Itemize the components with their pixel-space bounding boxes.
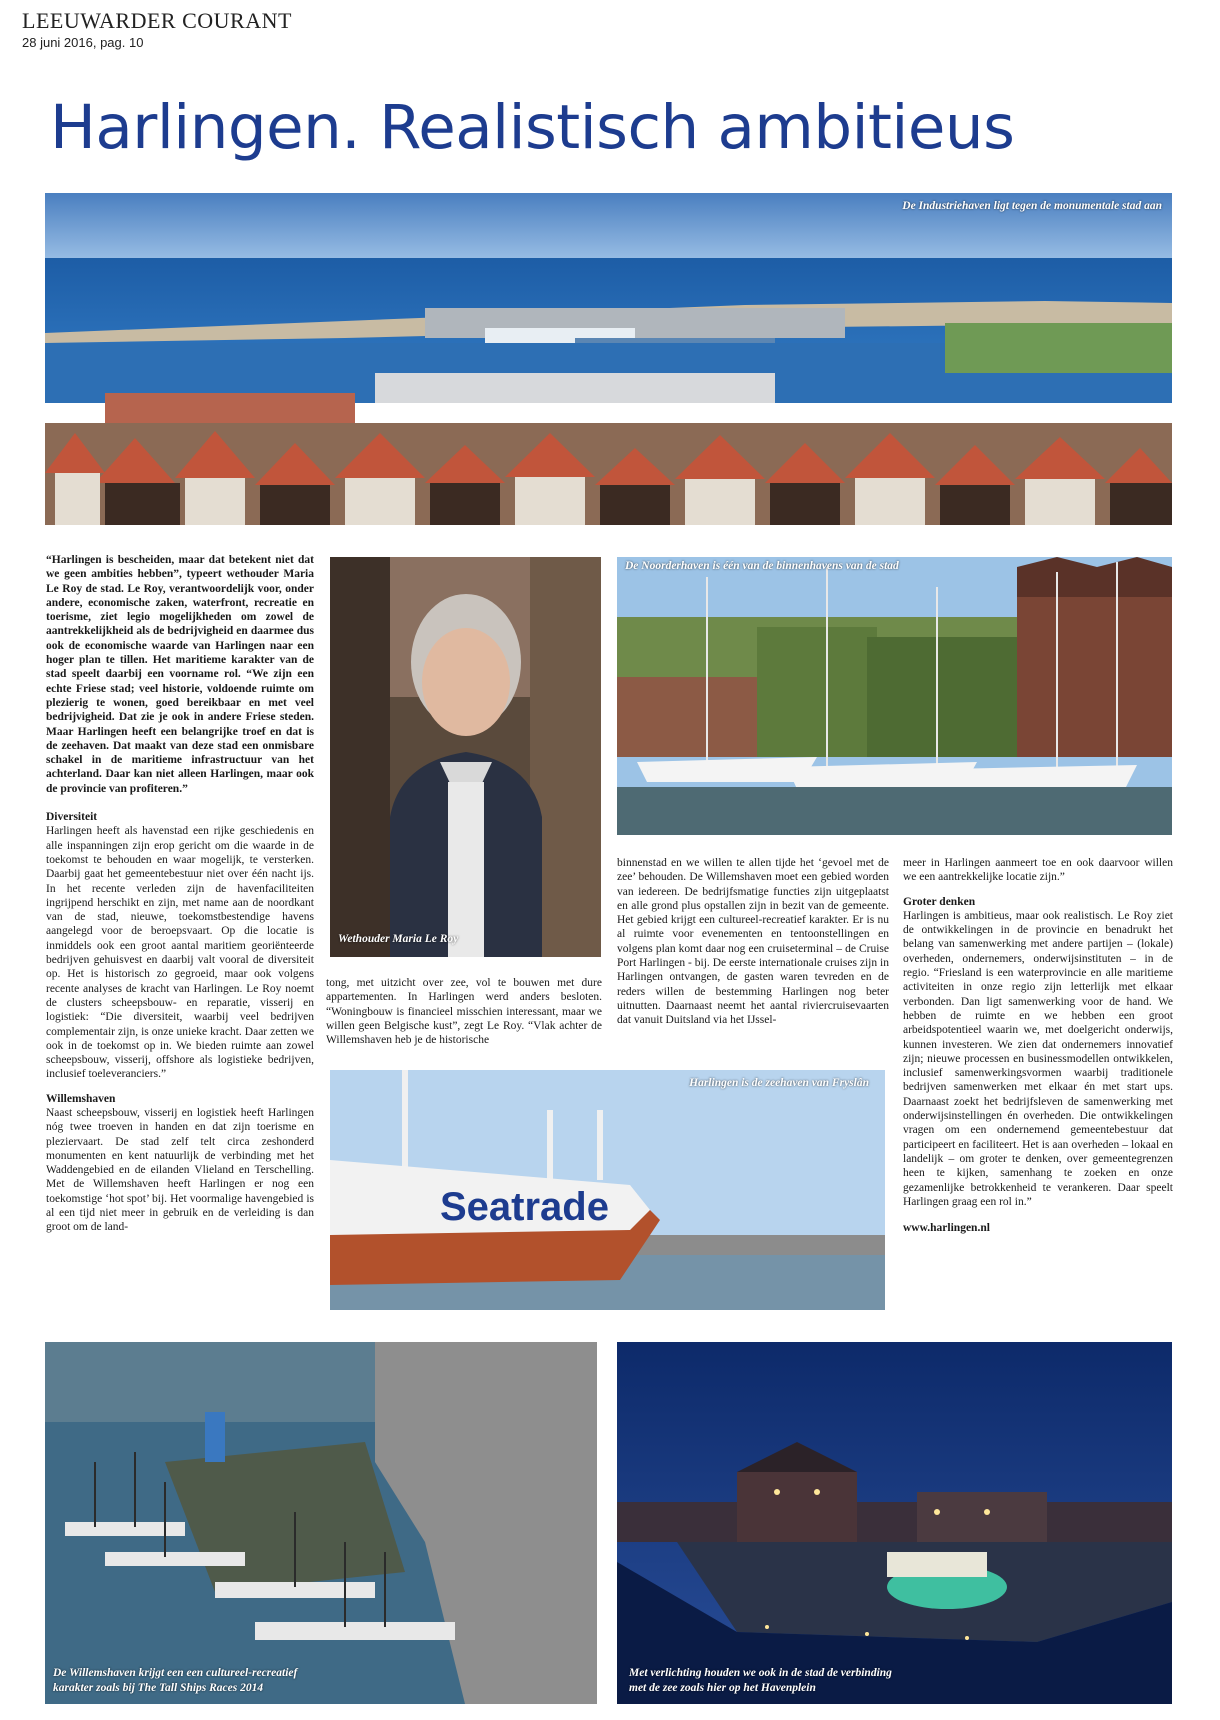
noorderhaven-image bbox=[617, 557, 1172, 835]
paragraph-rivercruise: meer in Harlingen aanmeert toe en ook daarvoor willen we een aantrekkelijke locatie zijn.” bbox=[903, 857, 1173, 884]
subhead-willemshaven: Willemshaven bbox=[46, 1092, 116, 1105]
caption-willemshaven-line-2: karakter zoals bij The Tall Ships Races 2014 bbox=[53, 1682, 264, 1694]
caption-havenplein-line-1: Met verlichting houden we ook in de stad de verbinding bbox=[629, 1667, 892, 1679]
ship-image bbox=[330, 1070, 885, 1310]
photo-willemshaven bbox=[45, 1342, 597, 1704]
caption-wethouder: Wethouder Maria Le Roy bbox=[338, 933, 459, 945]
tall-ships-image bbox=[45, 1342, 597, 1704]
article-column-2 bbox=[326, 976, 602, 1047]
subhead-groter-denken: Groter denken bbox=[903, 895, 976, 908]
article-column-1 bbox=[46, 553, 314, 1235]
subhead-diversiteit: Diversiteit bbox=[46, 811, 98, 824]
paragraph-willemshaven: Naast scheepsbouw, visserij en logistiek heeft Harlingen nóg twee troeven in handen en dat zijn toerisme en pleziervaart. De stad zelf telt circa zeshonderd monumenten en kent natuurlijk de verbinding met het Waddengebied en de eilanden Vlieland en Terschelling. Met de Willemshaven heeft Harlingen er nog een toekomstige ‘hot spot’ bij. Het voormalige havengebied is al een tijd niet meer in gebruik en de verleiding is dan groot om de land- bbox=[46, 1106, 314, 1234]
paragraph-binnenstad: binnenstad en we willen te allen tijde het ‘gevoel met de zee’ behouden. De Willemshaven moet een gebied worden van iedereen. De bedrijfsmatige functies zijn uitgeplaatst en alle grond plus opstallen zijn in bezit van de gemeente. Het gebied krijgt een cultureel-recreatief karakter. Er is nu al ruimte voor evenementen en tentoonstellingen en volgens plan komt daar nog een cruiseterminal – de Cruise Port Harlingen - bij. De eerste internationale cruises zijn in Harlingen ontvangen, de gasten waren tevreden en de reders willen de bestemming Harlingen nog beter uitnutten. Daarnaast neemt het aantal riviercruisevaarten dat vanuit Duitsland via het IJssel- bbox=[617, 857, 889, 1027]
masthead: LEEUWARDER COURANT bbox=[22, 8, 292, 33]
article-column-3 bbox=[617, 856, 889, 1028]
havenplein-night-image bbox=[617, 1342, 1172, 1704]
paragraph-willemshaven-cont: tong, met uitzicht over zee, vol te bouwen met dure appartementen. In Harlingen werd anders besloten. “Woningbouw is financieel misschien interessant, maar we willen geen Belgische kust”, zegt Le Roy. “Vlak achter de Willemshaven heb je de historische bbox=[326, 977, 602, 1047]
article-lead: “Harlingen is bescheiden, maar dat betekent niet dat we geen ambities hebben”, typeert wethouder Maria Le Roy de stad. Le Roy, verantwoordelijk voor, onder andere, economische zaken, waterfront, recreatie en toerisme, ziet legio mogelijkheden om zowel de aantrekkelijkheid als de bedrijvigheid en daarmee dus ook de economische waarde van Harlingen naar een hoger plan te tillen. Het maritieme karakter van de stad speelt daarbij een voorname rol. “We zijn een echte Friese stad; veel historie, voldoende ruimte om plezierig te wonen, goed bereikbaar en met veel bedrijvigheid. Dat zie je ook in andere Friese steden. Maar Harlingen heeft een belangrijke troef en dat is de zeehaven. Dat maakt van deze stad een onmisbare schakel in de maritieme infrastructuur van het achterland. Daar kan niet alleen Harlingen, maar ook de provincie van profiteren.” bbox=[46, 554, 314, 795]
photo-noorderhaven bbox=[617, 557, 1172, 835]
caption-industriehaven: De Industriehaven ligt tegen de monumentale stad aan bbox=[902, 200, 1162, 212]
website-link[interactable]: www.harlingen.nl bbox=[903, 1222, 990, 1235]
photo-havenplein bbox=[617, 1342, 1172, 1704]
photo-industriehaven bbox=[45, 193, 1172, 525]
paragraph-groter-denken: Harlingen is ambitieus, maar ook realistisch. Le Roy ziet de ontwikkelingen in de provincie en benadrukt het belang van samenwerking met andere partijen – (lokale) overheden, ondernemers, onderwijsinstituten – in de regio. “Friesland is een waterprovincie en alle maritieme activiteiten in onze regio zijn letterlijk met elkaar verbonden. Dan ligt samenwerking voor de hand. We hebben de ruimte en we hebben een groot arbeidspotentieel waarin we, met doelgericht onderwijs, kunnen investeren. We zien dat ondernemers innovatief zijn; nieuwe processen en businessmodellen ontwikkelen, inclusief samenwerkingsvormen waarbij traditionele bedrijven samenwerken met elkaar én met start ups. Daarnaast zoekt het bedrijfsleven de samenwerking met onderwijsinstellingen én overheden. Die ontwikkelingen vragen om een ondernemend gemeentebestuur dat participeert en faciliteert. Het is aan overheden – lokaal en landelijk – om groter te denken, over gemeentegrenzen heen te kijken, samenhang te zoeken en onze gezamenlijke betrokkenheid te verankeren. Daar speelt Harlingen graag een rol in.” bbox=[903, 909, 1173, 1208]
paragraph-diversiteit: Harlingen heeft als havenstad een rijke geschiedenis en alle inspanningen zijn erop gericht om die waarde in de toekomst te behouden en waar mogelijk, te versterken. Daarbij gaat het gemeentebestuur niet over één nacht ijs. In het recente verleden zijn de havenfaciliteiten ingrijpend herschikt en zijn, met name aan de noordkant van de stad, nieuwe, toekomstbestendige havens aangelegd voor de beroepsvaart. Op die locatie is inmiddels ook een groot aantal maritiem georiënteerde bedrijven gehuisvest en daarbij valt vooral de diversiteit op. Het is historisch zo gegroeid, maar ook volgens recente analyses de kracht van Harlingen. Le Roy noemt de clusters scheepsbouw- en reparatie, visserij en logistiek: “Die diversiteit, waarbij veel bedrijven complementair zijn, is onze unieke kracht. Daar zetten we ook in de toekomst op in. We bieden ruimte aan zowel scheepsbouw, visserij, offshore als logistieke bedrijven, inclusief toeleveranciers.” bbox=[46, 825, 314, 1081]
caption-havenplein-line-2: met de zee zoals hier op het Havenplein bbox=[629, 1682, 816, 1694]
caption-willemshaven bbox=[53, 1666, 297, 1696]
portrait-image bbox=[330, 557, 601, 957]
ship-name-text: Seatrade bbox=[440, 1185, 609, 1229]
caption-willemshaven-line-1: De Willemshaven krijgt een een cultureel-recreatief bbox=[53, 1667, 298, 1679]
article-column-4 bbox=[903, 856, 1173, 1235]
dateline: 28 juni 2016, pag. 10 bbox=[22, 35, 144, 50]
photo-wethouder bbox=[330, 557, 601, 957]
caption-zeehaven: Harlingen is de zeehaven van Fryslân bbox=[689, 1077, 869, 1089]
caption-havenplein bbox=[629, 1666, 892, 1696]
harbor-panorama-image bbox=[45, 193, 1172, 525]
caption-noorderhaven: De Noorderhaven is één van de binnenhavens van de stad bbox=[625, 560, 899, 572]
headline: Harlingen. Realistisch ambitieus bbox=[50, 92, 1015, 163]
photo-zeehaven bbox=[330, 1070, 885, 1310]
